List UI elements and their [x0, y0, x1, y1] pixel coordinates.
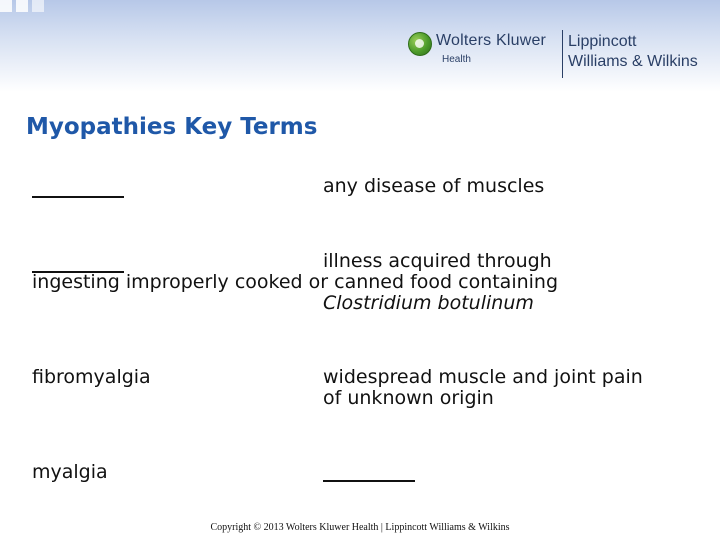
term-3: fibromyalgia: [32, 366, 151, 388]
definition-3-line-2: of unknown origin: [323, 387, 494, 409]
globe-icon: [408, 32, 432, 56]
definition-blank: [323, 462, 415, 482]
term-blank: [32, 253, 124, 273]
definition-2-line-1: illness acquired through: [323, 250, 552, 272]
term-4: myalgia: [32, 461, 108, 483]
definition-2-line-2: ingesting improperly cooked or canned food containing: [32, 271, 559, 293]
definition-3-line-1: widespread muscle and joint pain: [323, 366, 643, 388]
logo-divider: [562, 30, 563, 78]
copyright-footer: Copyright © 2013 Wolters Kluwer Health | Lippincott Williams & Wilkins: [210, 522, 510, 533]
logo-lww-line1: Lippincott: [568, 33, 637, 50]
term-blank: [32, 178, 124, 198]
logo-lww: [568, 32, 698, 72]
definition-1: any disease of muscles: [323, 175, 545, 197]
publisher-logo: [408, 30, 718, 80]
corner-square: [32, 0, 44, 12]
definition-2-line-3: Clostridium botulinum: [323, 292, 534, 314]
definition-4: [323, 462, 415, 487]
corner-square: [0, 0, 12, 12]
logo-health: Health: [442, 54, 471, 65]
slide-title: Myopathies Key Terms: [26, 114, 318, 140]
corner-decoration: [0, 0, 60, 20]
header-band: [0, 0, 720, 92]
corner-square: [16, 0, 28, 12]
term-1: [32, 178, 124, 203]
logo-lww-line2: Williams & Wilkins: [568, 53, 698, 70]
logo-wolters-kluwer: Wolters Kluwer: [436, 32, 547, 49]
